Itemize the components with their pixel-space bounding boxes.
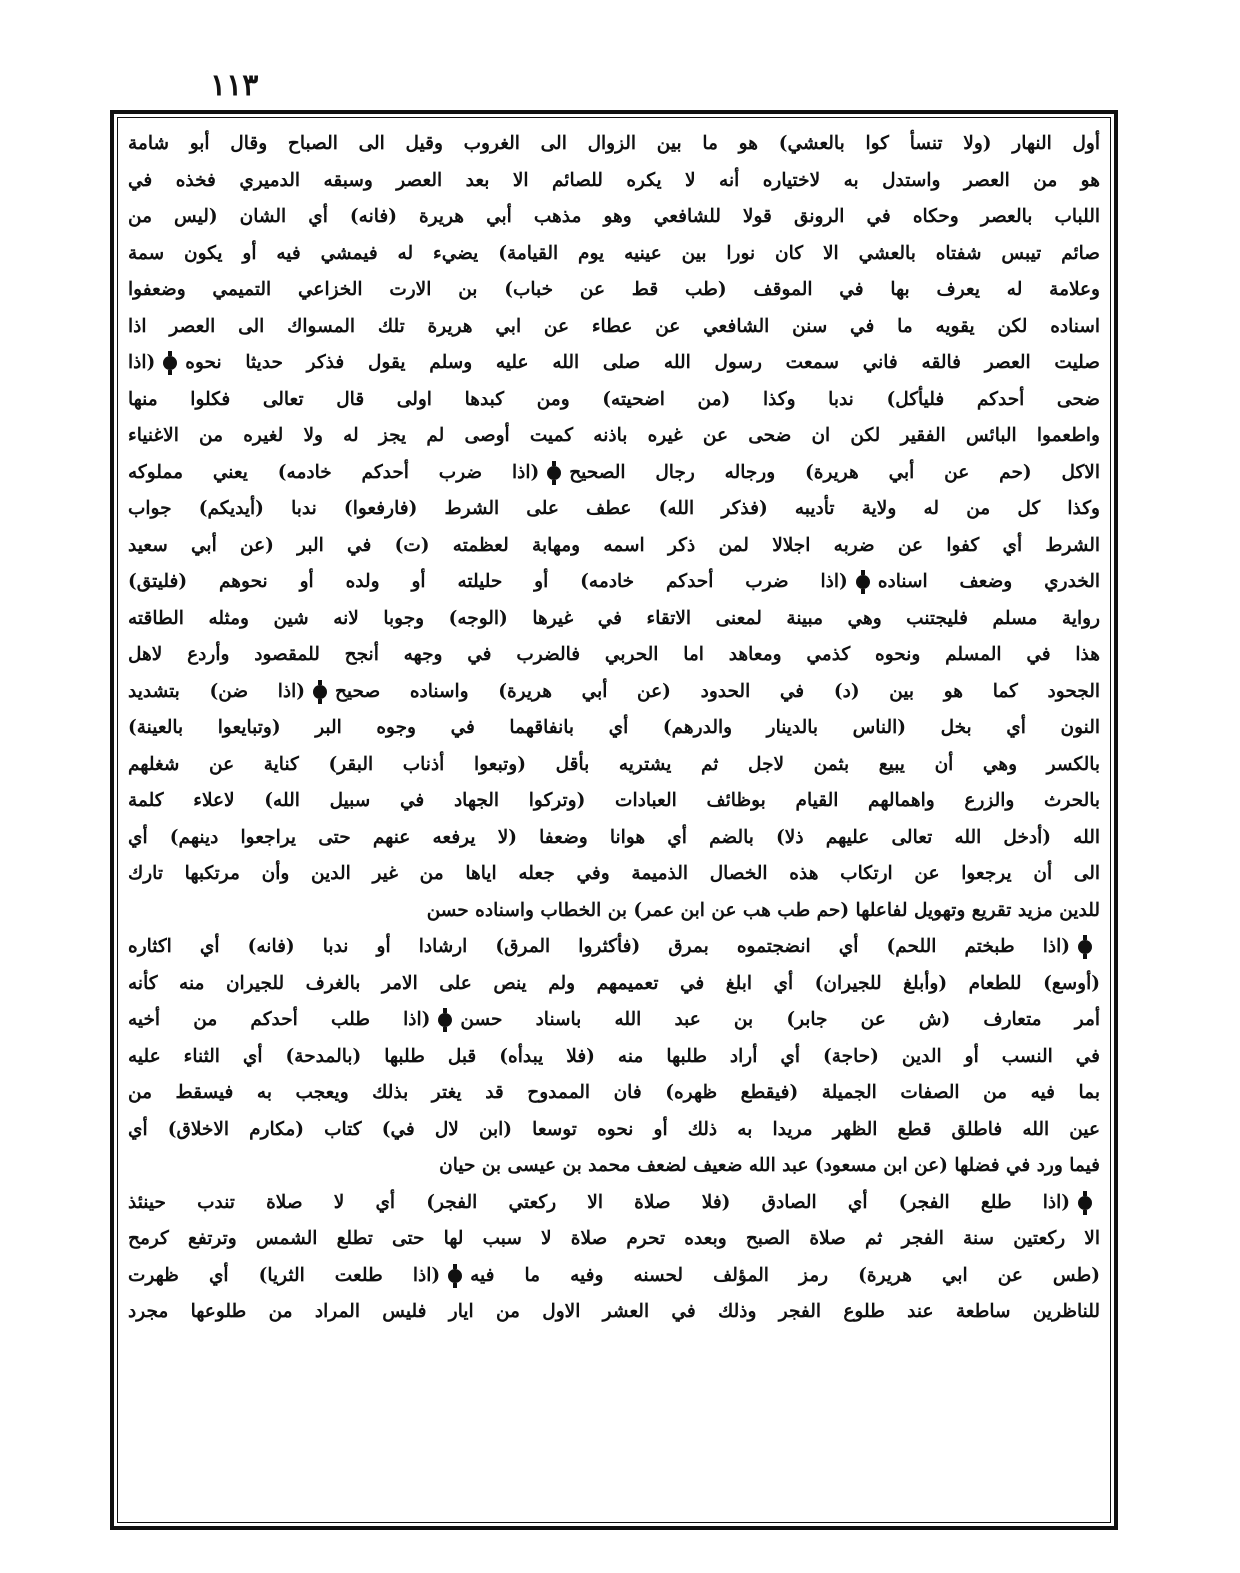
line-text: بالحرث والزرع واهمالهم القيام بوظائف العبادات (وتركوا الجهاد في سبيل الله) لاعلاء كلمة [128, 790, 1100, 811]
text-line [128, 747, 1100, 784]
line-text: اللباب بالعصر وحكاه في الرونق قولا للشافعي وهو مذهب أبي هريرة (فانه) أي الشان (ليس من [128, 206, 1100, 227]
text-line [128, 966, 1100, 1003]
line-text: الله (أدخل الله تعالى عليهم ذلا) بالضم أي هوانا وضعفا (لا يرفعه عنهم حتى يراجعوا دينهم) أي [128, 826, 1100, 848]
line-text: وكذا كل من له ولاية تأديبه (فذكر الله) عطف على الشرط (فارفعوا) ندبا (أيديكم) جواب [128, 498, 1100, 519]
text-line [128, 929, 1100, 966]
line-text: (اذا طلب أحدكم من أخيه [128, 1009, 431, 1030]
text-line [128, 418, 1100, 455]
text-line [128, 564, 1100, 601]
text-line [128, 856, 1100, 893]
text-line [128, 1039, 1100, 1076]
text-line [128, 455, 1100, 492]
text-line [128, 1075, 1100, 1112]
text-line [128, 199, 1100, 236]
text-line [128, 637, 1100, 674]
hadith-marker-icon [1078, 940, 1092, 954]
text-line [128, 309, 1100, 346]
line-text: (اذا طلع الفجر) أي الصادق (فلا صلاة الا ركعتي الفجر) أي لا صلاة تندب حينئذ [128, 1191, 1070, 1213]
hadith-marker-icon [313, 685, 327, 699]
text-line [128, 783, 1100, 820]
text-line [128, 491, 1100, 528]
line-text: للدين مزيد تقريع وتهويل لفاعلها (حم طب هب عن ابن عمر) بن الخطاب واسناده حسن [426, 899, 1100, 921]
text-line [128, 236, 1100, 273]
line-text: (اذا [128, 352, 156, 373]
text-line [128, 1221, 1100, 1258]
line-text: (اذا طبختم اللحم) أي انضجتموه بمرق (فأكثروا المرق) ارشادا أو ندبا (فانه) أي اكثاره [128, 936, 1070, 957]
line-text: أول النهار (ولا تنسأ كوا بالعشي) هو ما بين الزوال الى الغروب وقيل الى الصباح وقال أبو شامة [128, 133, 1100, 154]
text-line [128, 710, 1100, 747]
text-line [128, 820, 1100, 857]
text-line [128, 1294, 1100, 1331]
text-line [128, 163, 1100, 200]
line-text: رواية مسلم فليجتنب وهي مبينة لمعنى الاتقاء في غيرها (الوجه) وجوبا لانه شين ومثله الطاقته [128, 607, 1100, 629]
line-text: هو من العصر واستدل به لاختياره أنه لا يكره للصائم الا بعد العصر وسبقه الدميري فخذه في [128, 169, 1100, 191]
line-text: (أوسع) للطعام (وأبلغ للجيران) أي ابلغ في تعميمهم ولم ينص على الامر بالغرف للجيران منه كأنه [128, 972, 1100, 994]
text-line [128, 601, 1100, 638]
line-text: الجحود كما هو بين (د) في الحدود (عن أبي هريرة) واسناده صحيح [334, 680, 1100, 702]
line-text: الى أن يرجعوا عن ارتكاب هذه الخصال الذميمة وفي جعله اياها من غير الدين وأن مرتكبها تارك [128, 863, 1100, 884]
hadith-marker-icon [163, 356, 177, 370]
page-number: ١١٣ [210, 68, 259, 103]
line-text: (اذا ضرب أحدكم خادمه) يعني مملوكه [128, 461, 540, 483]
line-text: الشرط أي كفوا عن ضربه اجلالا لمن ذكر اسمه ومهابة لعظمته (ت) في البر (عن أبي سعيد [128, 534, 1100, 556]
text-line [128, 1185, 1100, 1222]
text-line [128, 1112, 1100, 1149]
line-text: فيما ورد في فضلها (عن ابن مسعود) عبد الله ضعيف لضعف محمد بن عيسى بن حيان [439, 1155, 1100, 1176]
hadith-marker-icon [438, 1013, 452, 1027]
line-text: هذا في المسلم ونحوه كذمي ومعاهد اما الحربي فالضرب في وجهه أنجح للمقصود وأردع لاهل [128, 644, 1100, 665]
text-line [128, 345, 1100, 382]
text-line [128, 1258, 1100, 1295]
text-line [128, 272, 1100, 309]
hadith-marker-icon [1078, 1196, 1092, 1210]
line-text: اسناده لكن يقويه ما في سنن الشافعي عن عطاء عن ابي هريرة تلك المسواك الى العصر اذا [128, 315, 1100, 337]
line-text: صائم تيبس شفتاه بالعشي الا كان نورا بين عينيه يوم القيامة) يضيء له فيمشي فيه أو يكون سمة [128, 242, 1100, 264]
text-line [128, 382, 1100, 419]
text-line [128, 528, 1100, 565]
text-line [128, 1002, 1100, 1039]
line-text: (طس عن ابي هريرة) رمز المؤلف لحسنه وفيه ما فيه [470, 1264, 1100, 1286]
line-text: (اذا طلعت الثريا) أي ظهرت [128, 1264, 441, 1286]
line-text: الا ركعتين سنة الفجر ثم صلاة الصبح وبعده تحرم صلاة لا سبب لها حتى تطلع الشمس وترتفع كرمح [128, 1228, 1100, 1249]
line-text: واطعموا البائس الفقير لكن ان ضحى عن غيره باذنه كميت أوصى لم يجز له ولا لغيره من الاغنياء [128, 425, 1100, 446]
line-text: في النسب أو الدين (حاجة) أي أراد طلبها منه (فلا يبدأه) قبل طلبها (بالمدحة) أي الثناء عليه [128, 1045, 1100, 1067]
line-text: النون أي بخل (الناس بالدينار والدرهم) أي بانفاقهما في وجوه البر (وتبايعوا بالعينة) [128, 717, 1100, 738]
line-text: الاكل (حم عن أبي هريرة) ورجاله رجال الصحيح [569, 461, 1100, 483]
hadith-marker-icon [547, 466, 561, 480]
hadith-marker-icon [856, 575, 870, 589]
line-text: (اذا ضن) بتشديد [128, 680, 305, 702]
text-line [128, 1148, 1100, 1185]
text-line [128, 674, 1100, 711]
text-body [128, 126, 1100, 1516]
line-text: (اذا ضرب أحدكم خادمه) أو حليلته أو ولده أو نحوهم (فليتق) [128, 571, 848, 592]
line-text: أمر متعارف (ش عن جابر) بن عبد الله باسناد حسن [460, 1009, 1100, 1030]
line-text: الخدري وضعف اسناده [877, 571, 1100, 592]
line-text: بالكسر وهي أن يبيع بثمن لاجل ثم يشتريه بأقل (وتبعوا أذناب البقر) كناية عن شغلهم [128, 753, 1100, 775]
line-text: وعلامة له يعرف بها في الموقف (طب قط عن خباب) بن الارت الخزاعي التميمي وضعفوا [128, 279, 1100, 300]
line-text: ضحى أحدكم فليأكل) ندبا وكذا (من اضحيته) ومن كبدها اولى قال تعالى فكلوا منها [128, 388, 1100, 410]
text-line [128, 126, 1100, 163]
line-text: صليت العصر فالقه فاني سمعت رسول الله صلى الله عليه وسلم يقول فذكر حديثا نحوه [185, 352, 1100, 373]
line-text: بما فيه من الصفات الجميلة (فيقطع ظهره) فان الممدوح قد يغتر بذلك ويعجب به فيسقط من [128, 1082, 1100, 1103]
line-text: للناظرين ساطعة عند طلوع الفجر وذلك في العشر الاول من ايار فليس المراد من طلوعها مجرد [128, 1301, 1100, 1322]
text-line [128, 893, 1100, 930]
line-text: عين الله فاطلق قطع الظهر مريدا به ذلك أو نحوه توسعا (ابن لال في) كتاب (مكارم الاخلاق) أي [128, 1118, 1100, 1140]
hadith-marker-icon [448, 1269, 462, 1283]
